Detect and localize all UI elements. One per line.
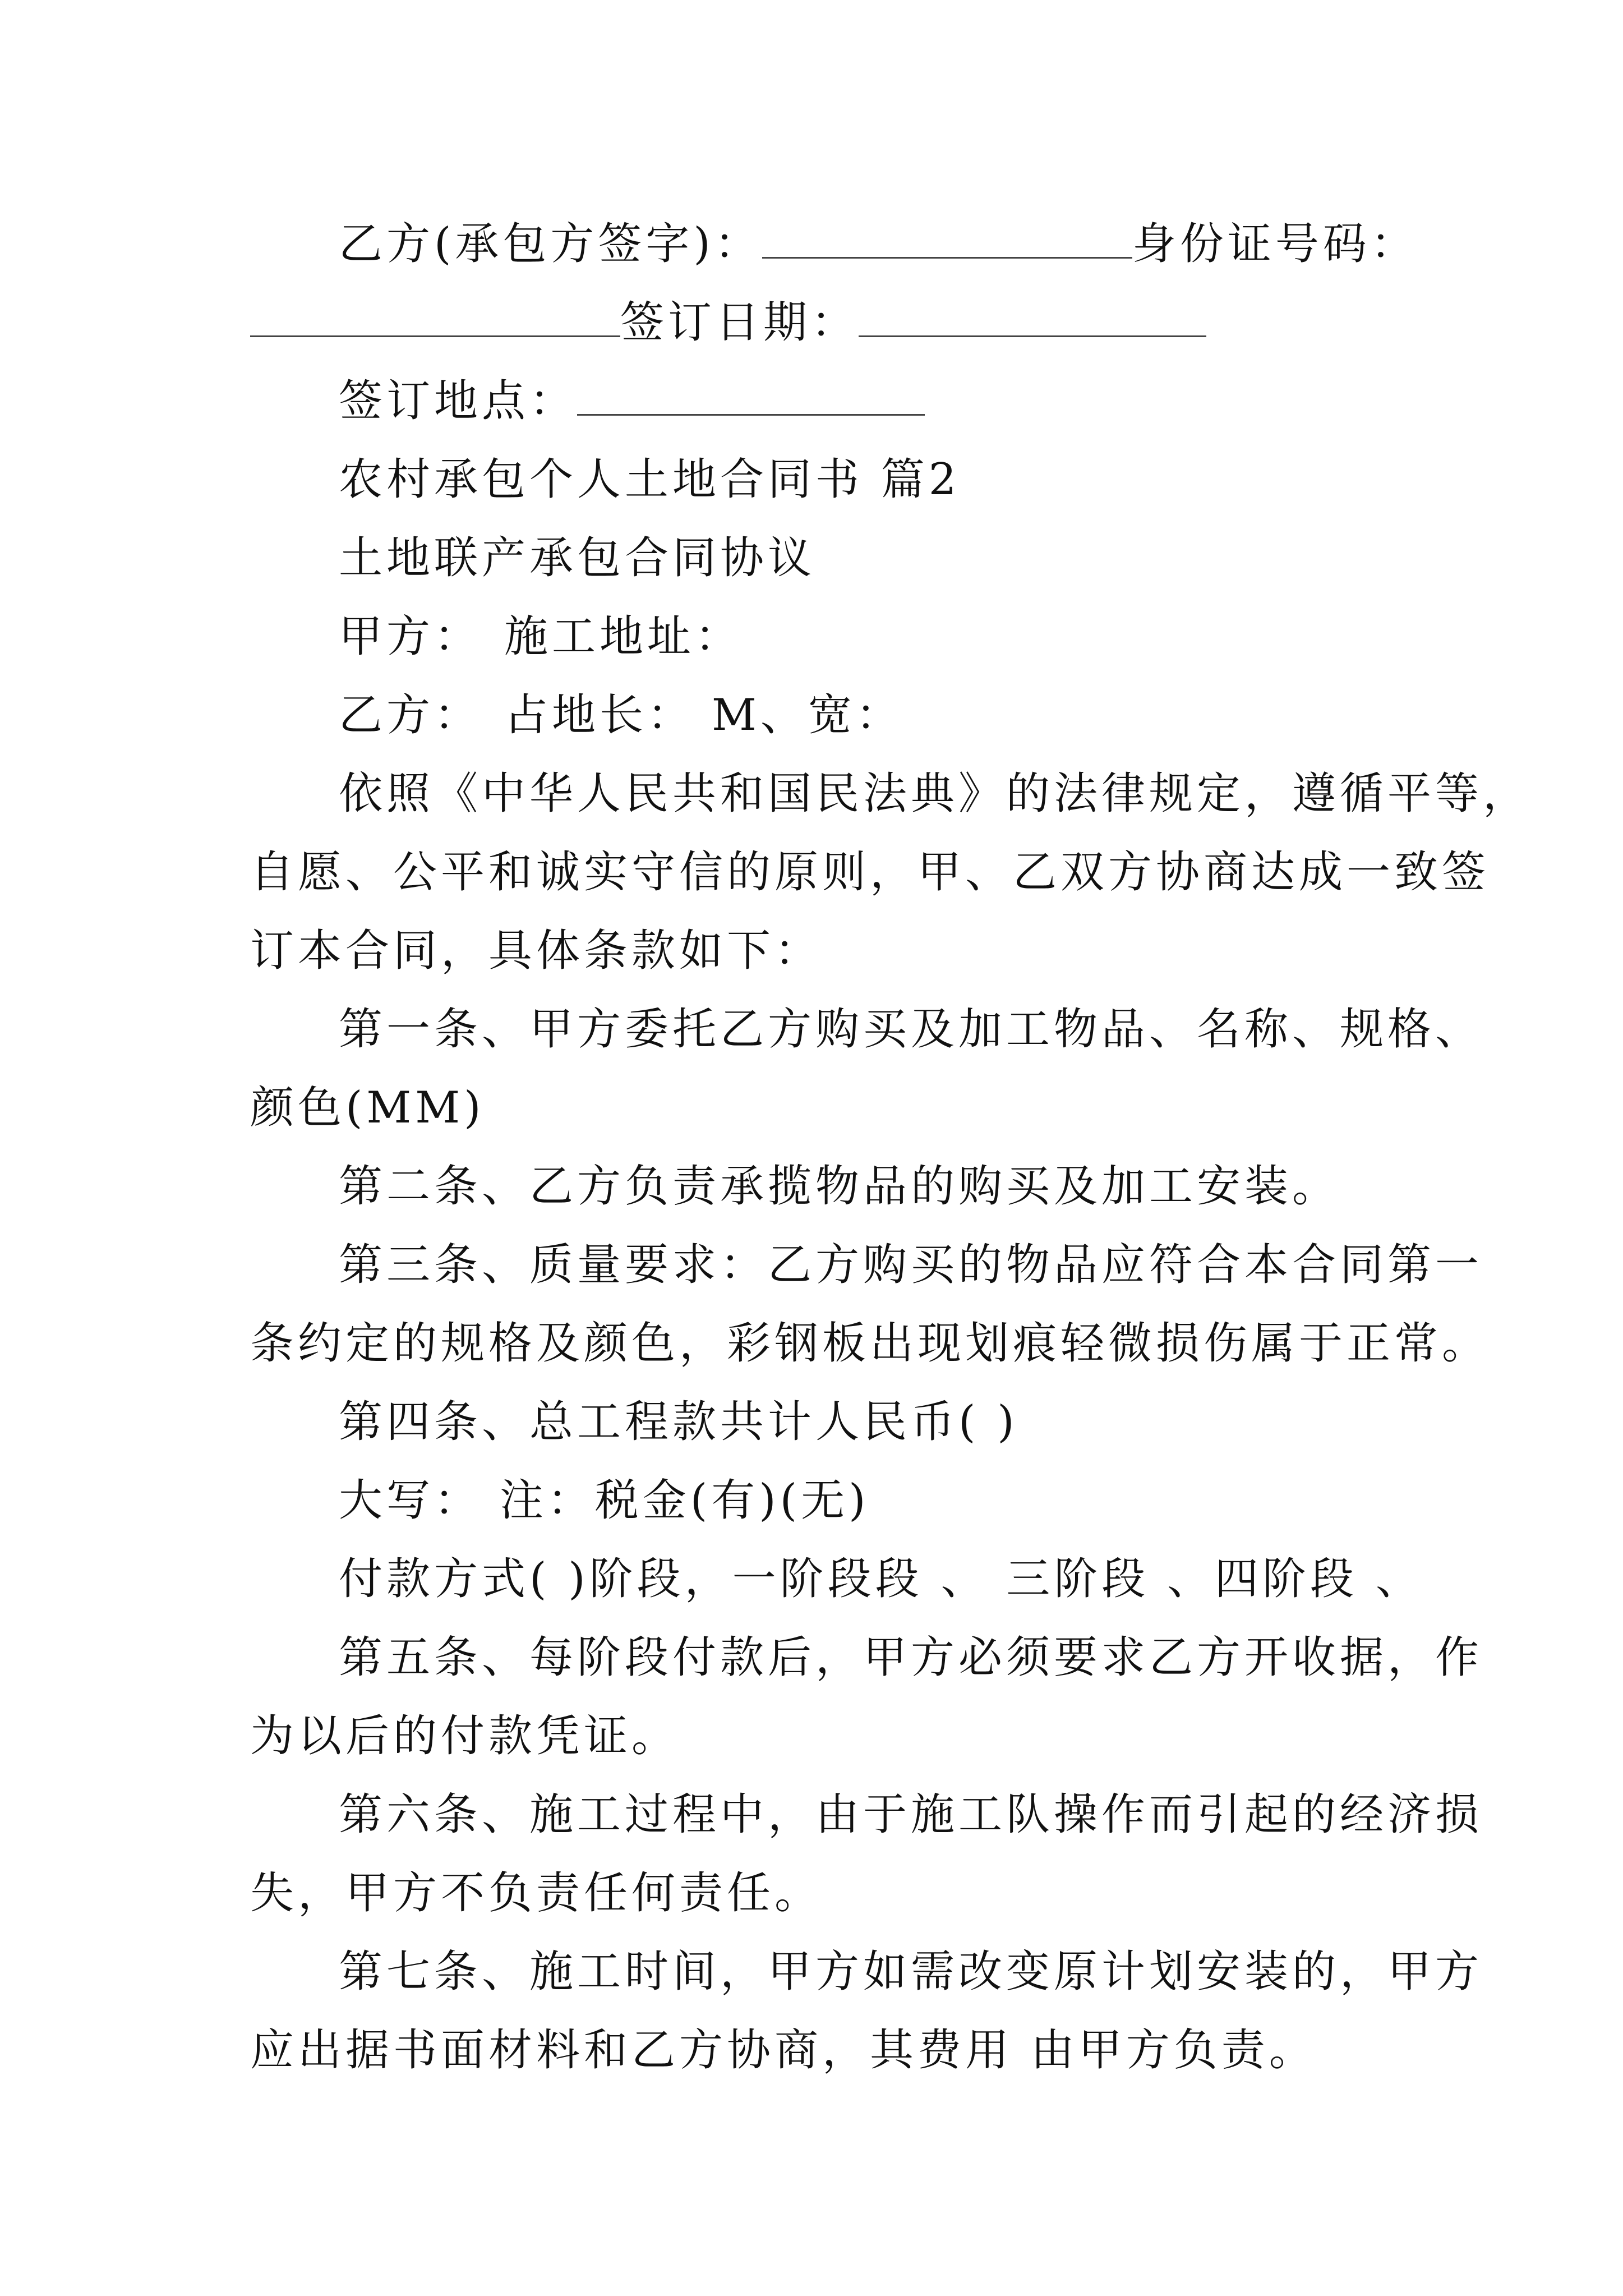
party-b-label: 乙方： <box>339 690 482 740</box>
article-6-line-1: 第六条、施工过程中，由于施工队操作而引起的经济损 <box>339 1789 1483 1840</box>
article-1-line-2: 颜色(MM) <box>250 1083 485 1133</box>
party-b-signature-label: 乙方(承包方签字)： <box>339 219 762 269</box>
intro-line-1: 依照《中华人民共和国民法典》的法律规定，遵循平等， <box>339 769 1531 819</box>
construction-address-label: 施工地址： <box>504 611 743 662</box>
intro-line-2: 自愿、公平和诚实守信的原则，甲、乙双方协商达成一致签 <box>250 847 1490 898</box>
article-1-line-1: 第一条、甲方委托乙方购买及加工物品、名称、规格、 <box>339 1004 1483 1055</box>
party-b-line <box>339 687 903 743</box>
sign-date-line <box>250 295 1206 351</box>
party-a-line <box>339 609 743 665</box>
article-3-line-2: 条约定的规格及颜色，彩钢板出现划痕轻微损伤属于正常。 <box>250 1318 1490 1369</box>
party-b-signature-blank[interactable] <box>762 218 1132 259</box>
article-5-line-1: 第五条、每阶段付款后，甲方必须要求乙方开收据，作 <box>339 1632 1483 1683</box>
article-7-line-2: 应出据书面材料和乙方协商，其费用 由甲方负责。 <box>250 2025 1317 2076</box>
id-number-label: 身份证号码： <box>1132 219 1418 269</box>
article-7-line-1: 第七条、施工时间，甲方如需改变原计划安装的，甲方 <box>339 1947 1483 1997</box>
intro-line-3: 订本合同，具体条款如下： <box>250 926 823 976</box>
land-width-label: M、宽： <box>712 690 903 740</box>
id-number-blank[interactable] <box>250 296 620 337</box>
article-4-line-1: 第四条、总工程款共计人民币( ) <box>339 1397 1018 1447</box>
capital-amount-line: 大写： 注：税金(有)(无) <box>339 1475 870 1526</box>
section-title: 农村承包个人土地合同书 篇2 <box>339 454 961 505</box>
party-b-signature-line <box>339 216 1418 272</box>
sign-date-blank[interactable] <box>859 296 1206 337</box>
contract-title: 土地联产承包合同协议 <box>339 533 816 583</box>
article-2-line-1: 第二条、乙方负责承揽物品的购买及加工安装。 <box>339 1161 1340 1212</box>
sign-place-blank[interactable] <box>577 375 925 416</box>
sign-place-line <box>339 373 925 429</box>
sign-date-label: 签订日期： <box>620 297 859 348</box>
sign-place-label: 签订地点： <box>339 376 578 426</box>
party-a-label: 甲方： <box>339 611 482 662</box>
land-length-label: 占地长： <box>504 690 695 740</box>
payment-method-line: 付款方式( )阶段，一阶段段 、 三阶段 、四阶段 、 <box>339 1554 1423 1604</box>
article-3-line-1: 第三条、质量要求：乙方购买的物品应符合本合同第一 <box>339 1240 1483 1290</box>
article-6-line-2: 失，甲方不负责任何责任。 <box>250 1868 823 1918</box>
article-5-line-2: 为以后的付款凭证。 <box>250 1711 680 1761</box>
